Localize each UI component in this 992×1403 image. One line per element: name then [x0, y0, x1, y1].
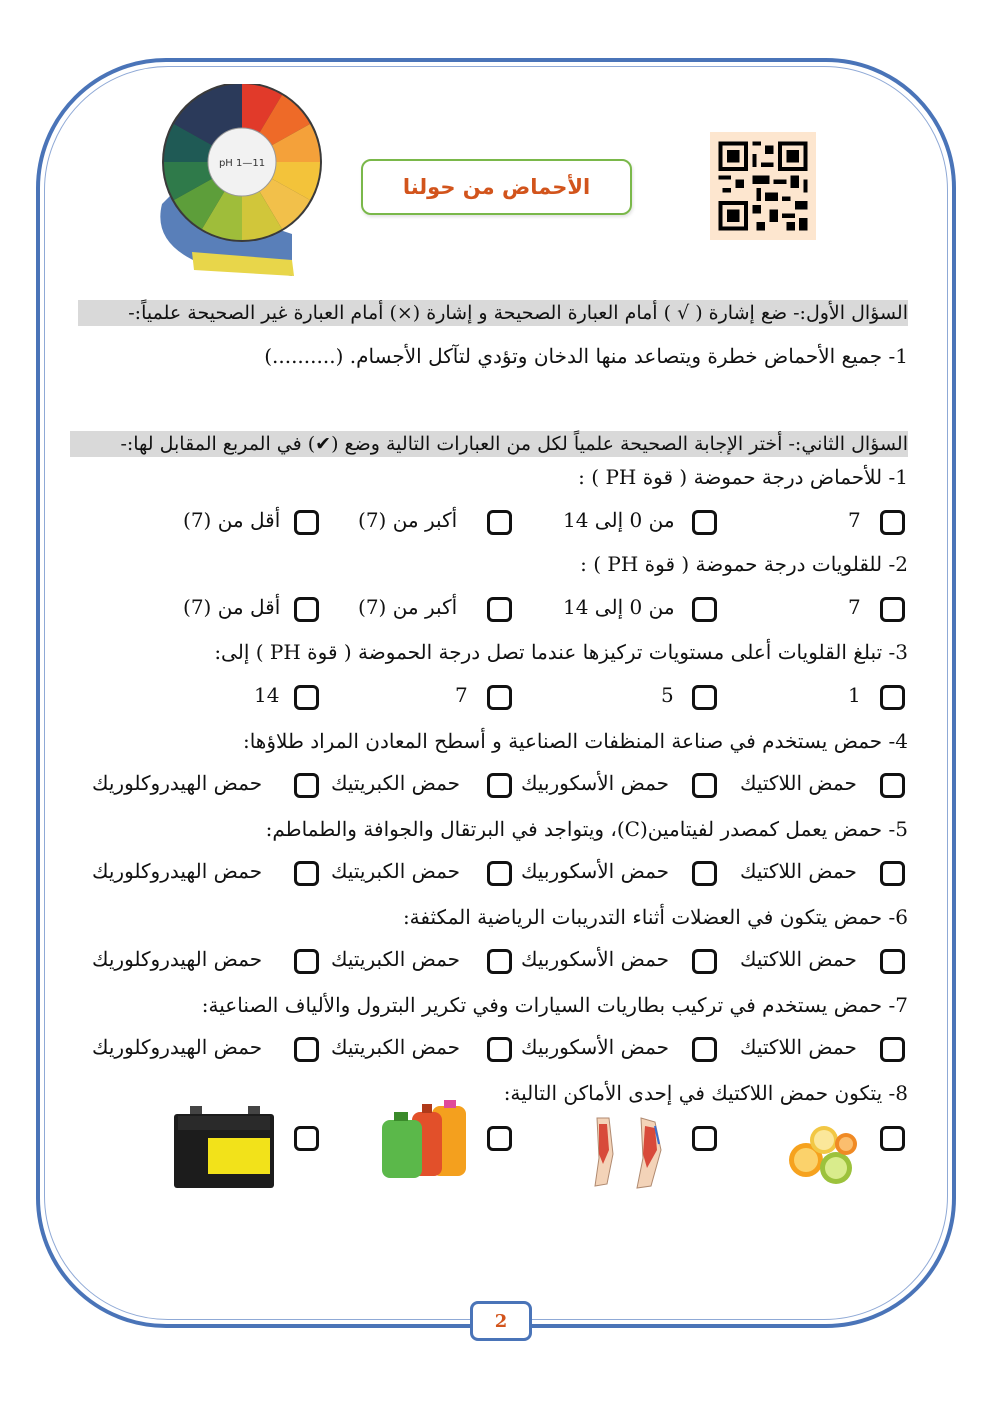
q2-4-option-1-label: حمض اللاكتيك	[740, 771, 857, 795]
q2-2-option-1-label: 7	[848, 595, 861, 619]
detergent-bottles-picture	[380, 1100, 472, 1180]
car-battery-picture	[168, 1102, 278, 1192]
q2-1-option-2-label: من 0 إلى 14	[563, 508, 675, 532]
q2-6-option-3-label: حمض الكبريتيك	[331, 947, 461, 971]
q2-7-option-4-checkbox[interactable]	[294, 1037, 319, 1062]
q2-8-option-4-checkbox[interactable]	[294, 1126, 319, 1151]
question2-item-2-text: 2- للقلويات درجة حموضة ( قوة PH ) :	[580, 552, 908, 576]
q2-3-option-4-checkbox[interactable]	[294, 685, 319, 710]
q2-3-option-1-label: 1	[848, 683, 861, 707]
q2-4-option-1-checkbox[interactable]	[880, 773, 905, 798]
q2-2-option-4-checkbox[interactable]	[294, 597, 319, 622]
page-title-box	[361, 159, 632, 215]
q2-2-option-4-label: أقل من (7)	[183, 595, 281, 619]
q2-4-option-4-label: حمض الهيدروكلوريك	[92, 771, 263, 795]
q2-2-option-2-checkbox[interactable]	[692, 597, 717, 622]
q2-3-option-3-label: 7	[455, 683, 468, 707]
q2-6-option-3-checkbox[interactable]	[487, 949, 512, 974]
q2-3-option-3-checkbox[interactable]	[487, 685, 512, 710]
qr-code-svg	[710, 132, 816, 240]
q2-5-option-4-checkbox[interactable]	[294, 861, 319, 886]
q2-6-option-2-label: حمض الأسكوربيك	[521, 947, 669, 971]
q2-4-option-3-checkbox[interactable]	[487, 773, 512, 798]
q2-2-option-1-checkbox[interactable]	[880, 597, 905, 622]
q2-7-option-3-label: حمض الكبريتيك	[331, 1035, 461, 1059]
q2-5-option-2-checkbox[interactable]	[692, 861, 717, 886]
q2-5-option-3-checkbox[interactable]	[487, 861, 512, 886]
q2-7-option-1-checkbox[interactable]	[880, 1037, 905, 1062]
q2-6-option-1-checkbox[interactable]	[880, 949, 905, 974]
q2-1-option-4-label: أقل من (7)	[183, 508, 281, 532]
q2-1-option-3-checkbox[interactable]	[487, 510, 512, 535]
ph-strip-label: pH 1—11	[218, 158, 266, 169]
q2-3-option-2-checkbox[interactable]	[692, 685, 717, 710]
q2-5-option-4-label: حمض الهيدروكلوريك	[92, 859, 263, 883]
q2-1-option-3-label: أكبر من (7)	[358, 508, 458, 532]
q2-7-option-4-label: حمض الهيدروكلوريك	[92, 1035, 263, 1059]
question2-item-3-text: 3- تبلغ القلويات أعلى مستويات تركيزها عندما تصل درجة الحموضة ( قوة PH ) إلى:	[214, 640, 908, 664]
q2-7-option-3-checkbox[interactable]	[487, 1037, 512, 1062]
question2-item-7-text: 7- حمض يستخدم في تركيب بطاريات السيارات وفي تكرير البترول والألياف الصناعية:	[201, 993, 908, 1017]
q2-8-option-1-checkbox[interactable]	[880, 1126, 905, 1151]
q2-7-option-2-label: حمض الأسكوربيك	[521, 1035, 669, 1059]
q2-1-option-1-checkbox[interactable]	[880, 510, 905, 535]
q2-7-option-1-label: حمض اللاكتيك	[740, 1035, 857, 1059]
q2-5-option-2-label: حمض الأسكوربيك	[521, 859, 669, 883]
question2-item-1-text: 1- للأحماض درجة حموضة ( قوة PH ) :	[578, 465, 908, 489]
page-number: 2	[494, 1310, 508, 1332]
citrus-fruits-picture	[784, 1118, 862, 1190]
q2-4-option-4-checkbox[interactable]	[294, 773, 319, 798]
question2-item-6-text: 6- حمض يتكون في العضلات أثناء التدريبات الرياضية المكثفة:	[402, 905, 908, 929]
page-title: الأحماض من حولنا	[402, 175, 591, 199]
q2-3-option-1-checkbox[interactable]	[880, 685, 905, 710]
ph-indicator-wheel-picture	[142, 84, 338, 276]
question2-item-5-text: 5- حمض يعمل كمصدر لفيتامين(C)، ويتواجد في البرتقال والجوافة والطماطم:	[265, 817, 908, 841]
q2-8-option-3-checkbox[interactable]	[487, 1126, 512, 1151]
q2-5-option-1-label: حمض اللاكتيك	[740, 859, 857, 883]
q2-4-option-2-checkbox[interactable]	[692, 773, 717, 798]
q2-7-option-2-checkbox[interactable]	[692, 1037, 717, 1062]
ph-wheel-svg	[142, 84, 338, 276]
q2-1-option-1-label: 7	[848, 508, 861, 532]
q2-1-option-4-checkbox[interactable]	[294, 510, 319, 535]
q2-3-option-4-label: 14	[254, 683, 280, 707]
q2-6-option-2-checkbox[interactable]	[692, 949, 717, 974]
q2-6-option-1-label: حمض اللاكتيك	[740, 947, 857, 971]
question2-heading: السؤال الثاني:- أختر الإجابة الصحيحة علمياً لكل من العبارات التالية وضع (✔) في المربع المقابل لها:-	[70, 431, 908, 457]
question2-item-4-text: 4- حمض يستخدم في صناعة المنظفات الصناعية و أسطح المعادن المراد طلاؤها:	[242, 729, 908, 753]
leg-muscles-picture	[585, 1114, 675, 1192]
q2-6-option-4-checkbox[interactable]	[294, 949, 319, 974]
q2-2-option-3-checkbox[interactable]	[487, 597, 512, 622]
q2-5-option-1-checkbox[interactable]	[880, 861, 905, 886]
q2-8-option-2-checkbox[interactable]	[692, 1126, 717, 1151]
q2-3-option-2-label: 5	[661, 683, 674, 707]
question1-heading: السؤال الأول:- ضع إشارة ( √ ) أمام العبارة الصحيحة و إشارة (×) أمام العبارة غير الصحيحة علمياً:-	[78, 300, 908, 326]
question2-item-8-text: 8- يتكون حمض اللاكتيك في إحدى الأماكن التالية:	[503, 1081, 908, 1105]
page-number-box	[470, 1301, 532, 1341]
q2-4-option-2-label: حمض الأسكوربيك	[521, 771, 669, 795]
qr-code-picture[interactable]	[710, 132, 816, 240]
q2-2-option-2-label: من 0 إلى 14	[563, 595, 675, 619]
q2-4-option-3-label: حمض الكبريتيك	[331, 771, 461, 795]
q2-6-option-4-label: حمض الهيدروكلوريك	[92, 947, 263, 971]
q2-1-option-2-checkbox[interactable]	[692, 510, 717, 535]
q2-5-option-3-label: حمض الكبريتيك	[331, 859, 461, 883]
q2-2-option-3-label: أكبر من (7)	[358, 595, 458, 619]
question1-item-1: 1- جميع الأحماض خطرة ويتصاعد منها الدخان وتؤدي لتآكل الأجسام. (..........)	[264, 344, 908, 368]
